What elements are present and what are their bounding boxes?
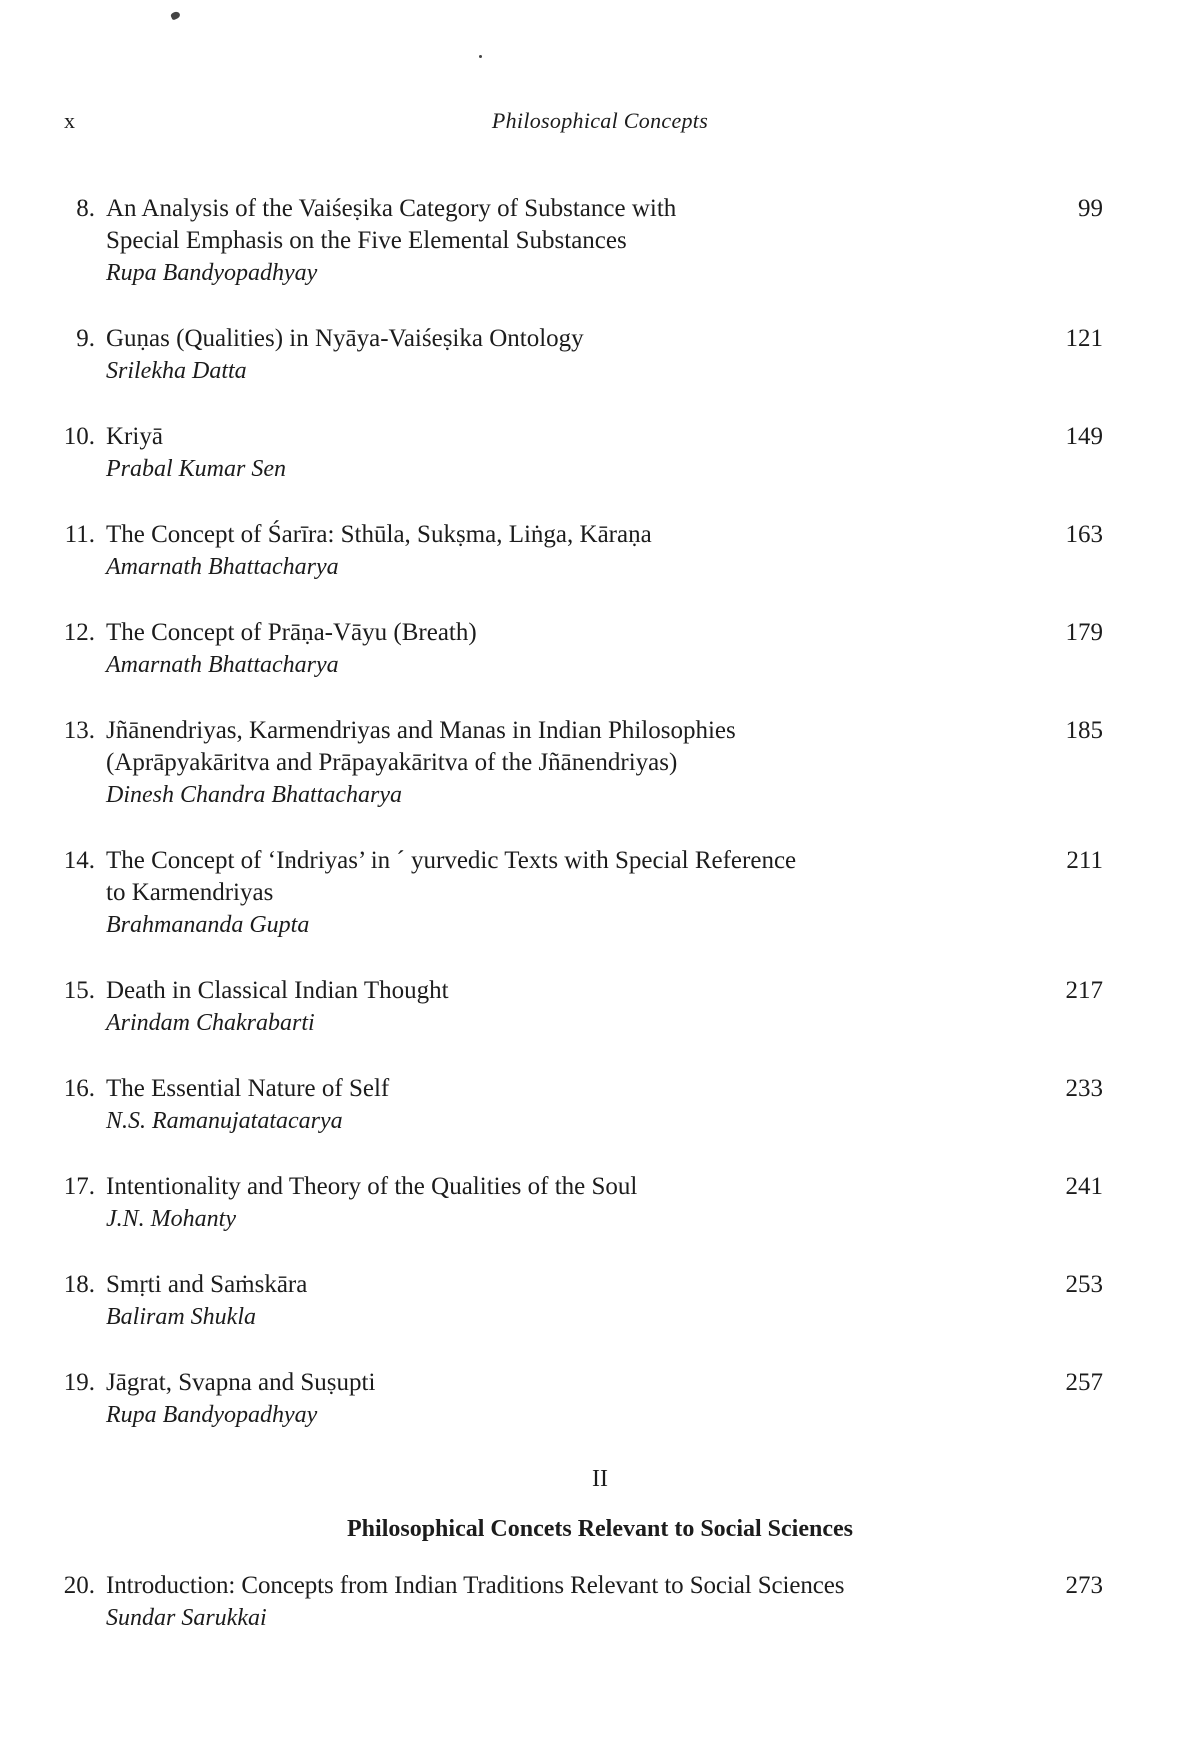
- part-heading: [0, 1463, 1200, 1545]
- toc-entry: [0, 1171, 1200, 1269]
- entry-body: [106, 845, 1016, 941]
- entry-body: [106, 519, 1016, 583]
- entry-body: [106, 1171, 1016, 1235]
- entry-number: 19.: [63, 1369, 95, 1396]
- toc-entry: [0, 617, 1200, 715]
- entry-number: 14.: [63, 847, 95, 874]
- entry-title: Smṛti and Saṁskāra: [106, 1271, 308, 1298]
- entry-author: Baliram Shukla: [106, 1304, 256, 1330]
- entry-page-number: 99: [1078, 195, 1103, 222]
- entry-title: to Karmendriyas: [106, 879, 274, 906]
- book-title: Philosophical Concepts: [491, 108, 709, 133]
- entry-page-number: 121: [1065, 325, 1103, 352]
- toc-entry: [0, 975, 1200, 1073]
- entry-number: 17.: [63, 1173, 95, 1200]
- entry-page-number: 217: [1065, 977, 1103, 1004]
- entry-author: Brahmananda Gupta: [106, 912, 310, 938]
- entry-title: Guṇas (Qualities) in Nyāya-Vaiśeṣika Ontology: [106, 325, 584, 352]
- entry-title: Jñānendriyas, Karmendriyas and Manas in Indian Philosophies: [106, 717, 736, 744]
- toc-entry: [0, 715, 1200, 845]
- entry-title: Death in Classical Indian Thought: [106, 977, 449, 1004]
- toc-entry: [0, 421, 1200, 519]
- entry-page-number: 149: [1065, 423, 1103, 450]
- toc-entry: [0, 323, 1200, 421]
- entry-body: [106, 1570, 1016, 1634]
- entry-author: Srilekha Datta: [106, 358, 247, 384]
- entry-title: The Concept of Śarīra: Sthūla, Sukṣma, Liṅga, Kāraṇa: [106, 521, 652, 548]
- entry-number: 18.: [63, 1271, 95, 1298]
- entry-body: [106, 1073, 1016, 1137]
- entry-page-number: 241: [1065, 1173, 1103, 1200]
- entry-number: 16.: [63, 1075, 95, 1102]
- entry-author: Sundar Sarukkai: [106, 1605, 267, 1631]
- entry-title: The Concept of ‘Indriyas’ in ´ yurvedic Texts with Special Reference: [106, 847, 797, 874]
- entry-page-number: 257: [1065, 1369, 1103, 1396]
- entry-number: 10.: [63, 423, 95, 450]
- entry-title: Jāgrat, Svapna and Suṣupti: [106, 1369, 376, 1396]
- entry-title: Special Emphasis on the Five Elemental Substances: [106, 227, 627, 254]
- entry-title: An Analysis of the Vaiśeṣika Category of Substance with: [106, 195, 677, 222]
- entry-number: 15.: [63, 977, 95, 1004]
- scan-speck: [170, 10, 181, 20]
- entry-body: [106, 421, 1016, 485]
- entry-body: [106, 1269, 1016, 1333]
- entry-page-number: 253: [1065, 1271, 1103, 1298]
- entry-title: The Essential Nature of Self: [106, 1075, 390, 1102]
- entry-number: 20.: [63, 1572, 95, 1599]
- entry-title: (Aprāpyakāritva and Prāpayakāritva of the Jñānendriyas): [106, 749, 678, 776]
- entry-body: [106, 617, 1016, 681]
- page-number: x: [64, 108, 75, 133]
- entry-author: Rupa Bandyopadhyay: [106, 1402, 318, 1428]
- entry-number: 12.: [63, 619, 95, 646]
- entry-title: The Concept of Prāṇa-Vāyu (Breath): [106, 619, 477, 646]
- toc-entry: [0, 519, 1200, 617]
- entry-page-number: 185: [1065, 717, 1103, 744]
- entry-title: Intentionality and Theory of the Qualities of the Soul: [106, 1173, 638, 1200]
- entry-number: 8.: [76, 195, 95, 222]
- entry-page-number: 233: [1065, 1075, 1103, 1102]
- entry-author: N.S. Ramanujatatacarya: [106, 1108, 343, 1134]
- entry-author: Arindam Chakrabarti: [106, 1010, 315, 1036]
- entry-author: Dinesh Chandra Bhattacharya: [106, 782, 402, 808]
- part-title: Philosophical Concets Relevant to Social Sciences: [347, 1516, 853, 1542]
- entry-body: [106, 975, 1016, 1039]
- scan-speck: [479, 55, 482, 58]
- entry-page-number: 179: [1065, 619, 1103, 646]
- entry-author: Amarnath Bhattacharya: [106, 554, 339, 580]
- toc-entry: [0, 1570, 1200, 1668]
- entry-page-number: 163: [1065, 521, 1103, 548]
- entry-author: Amarnath Bhattacharya: [106, 652, 339, 678]
- toc-entry: [0, 1367, 1200, 1465]
- toc-entry: [0, 1073, 1200, 1171]
- entry-title: Kriyā: [106, 423, 163, 450]
- entry-body: [106, 1367, 1016, 1431]
- running-head: [0, 108, 1200, 138]
- table-of-contents-part-two: [0, 1570, 1200, 1668]
- entry-number: 9.: [76, 325, 95, 352]
- entry-page-number: 273: [1065, 1572, 1103, 1599]
- entry-author: Rupa Bandyopadhyay: [106, 260, 318, 286]
- part-number: II: [592, 1466, 608, 1492]
- table-of-contents: [0, 193, 1200, 1465]
- entry-body: [106, 715, 1016, 811]
- entry-body: [106, 323, 1016, 387]
- entry-number: 11.: [64, 521, 95, 548]
- entry-page-number: 211: [1066, 847, 1103, 874]
- toc-entry: [0, 193, 1200, 323]
- entry-body: [106, 193, 1016, 289]
- entry-title: Introduction: Concepts from Indian Traditions Relevant to Social Sciences: [106, 1572, 845, 1599]
- entry-number: 13.: [63, 717, 95, 744]
- toc-entry: [0, 1269, 1200, 1367]
- toc-entry: [0, 845, 1200, 975]
- entry-author: J.N. Mohanty: [106, 1206, 236, 1232]
- entry-author: Prabal Kumar Sen: [106, 456, 286, 482]
